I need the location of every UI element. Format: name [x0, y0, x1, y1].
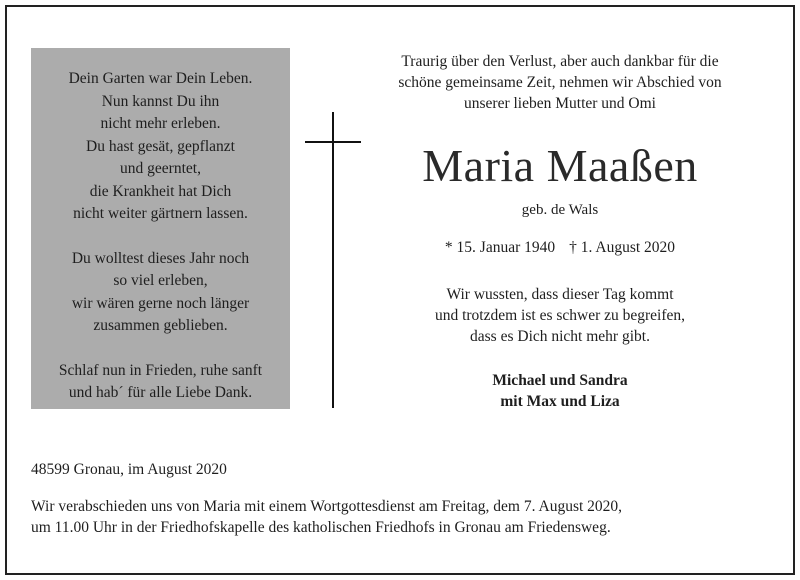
birth-name: geb. de Wals: [521, 202, 599, 218]
poem-line: nicht weiter gärtnern lassen.: [73, 205, 248, 222]
poem-line: Schlaf nun in Frieden, ruhe sanft: [58, 361, 263, 379]
intro-text: [360, 51, 760, 114]
poem-line: Nun kannst Du ihn: [101, 92, 220, 110]
verse-line: dass es Dich nicht mehr gibt.: [470, 328, 650, 345]
poem-line: zusammen geblieben.: [93, 317, 228, 334]
verse-line: Wir wussten, dass dieser Tag kommt: [446, 286, 674, 303]
signer-line: Michael und Sandra: [492, 372, 628, 389]
intro-line: schöne gemeinsame Zeit, nehmen wir Abschied von: [398, 74, 722, 91]
life-dates: [360, 238, 760, 258]
intro-line: Traurig über den Verlust, aber auch dankbar für die: [401, 53, 719, 70]
cross-icon: [332, 112, 334, 408]
poem-box: [31, 48, 290, 409]
poem-line: so viel erleben,: [113, 272, 208, 289]
signer-line: mit Max und Liza: [500, 393, 620, 410]
poem-line: wir wären gerne noch länger: [71, 294, 250, 312]
death-date: † 1. August 2020: [569, 239, 676, 256]
service-info: [31, 496, 622, 538]
poem-line: die Krankheit hat Dich: [89, 182, 232, 200]
verse-line: und trotzdem ist es schwer zu begreifen,: [434, 307, 686, 324]
service-line: Wir verabschieden uns von Maria mit einem Wortgottesdienst am Freitag, dem 7. August 2020,: [31, 498, 623, 515]
poem-line: Dein Garten war Dein Leben.: [68, 70, 253, 87]
poem-line: und geerntet,: [120, 160, 201, 177]
verse-text: [360, 284, 760, 347]
intro-line: unserer lieben Mutter und Omi: [464, 95, 656, 112]
poem-line: und hab´ für alle Liebe Dank.: [68, 384, 253, 401]
birth-date: * 15. Januar 1940: [444, 239, 556, 256]
service-line: um 11.00 Uhr in der Friedhofskapelle des katholischen Friedhofs in Gronau am Friedensweg.: [31, 519, 611, 536]
place-date: 48599 Gronau, im August 2020: [31, 461, 227, 478]
cross-icon-bar: [305, 141, 361, 143]
poem-line: nicht mehr erleben.: [100, 115, 221, 132]
signers: [360, 370, 760, 412]
poem-line: Du hast gesät, gepflanzt: [86, 137, 235, 155]
deceased-name: Maria Maaßen: [422, 140, 698, 191]
poem: [31, 68, 290, 405]
poem-line: Du wolltest dieses Jahr noch: [71, 249, 250, 267]
